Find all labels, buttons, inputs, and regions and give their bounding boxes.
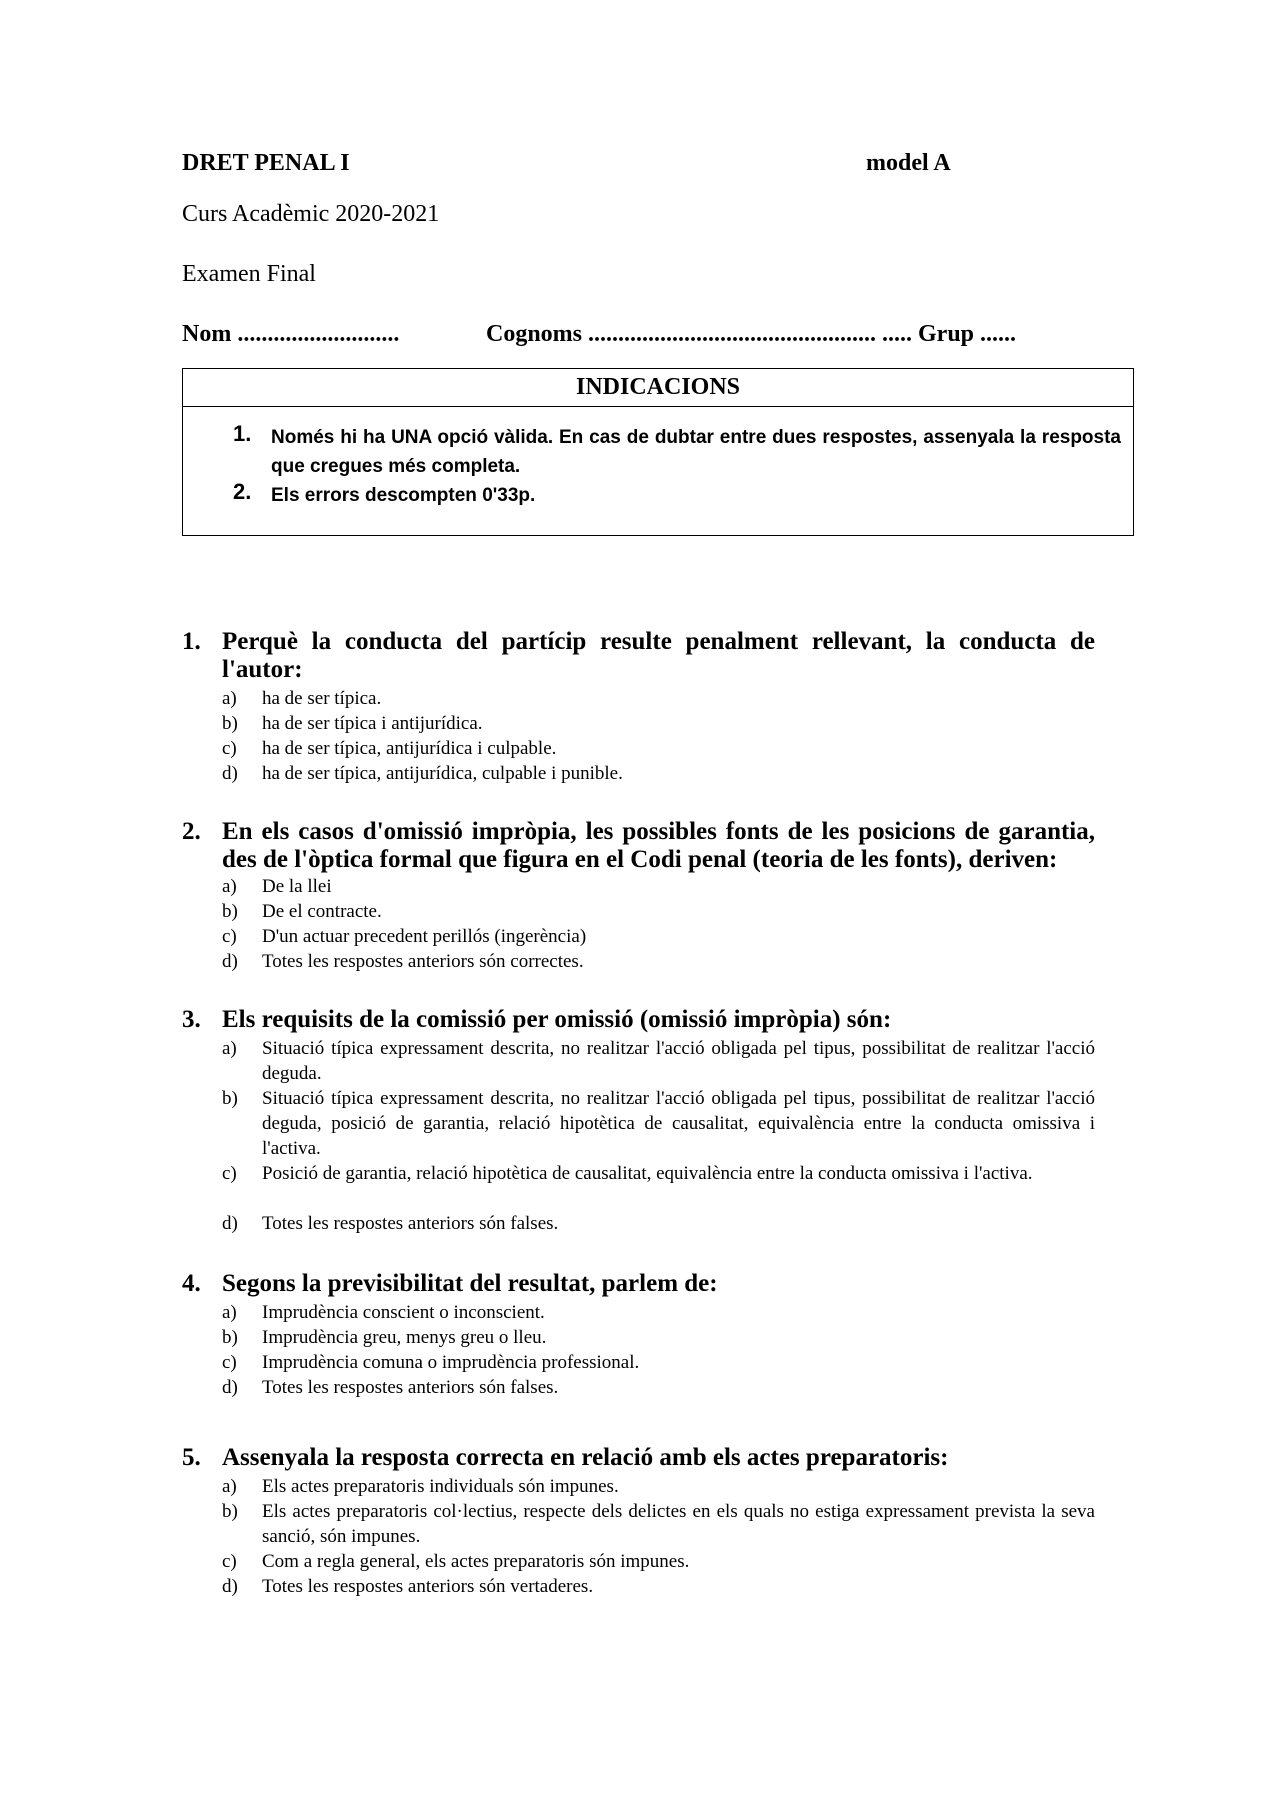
question-text: Perquè la conducta del partícip resulte penalment rellevant, la conducta de l'autor: — [222, 628, 1095, 683]
option-letter: c) — [222, 1163, 237, 1184]
option-text: Posició de garantia, relació hipotètica de causalitat, equivalència entre la conducta omissiva i l'activa. — [262, 1163, 1033, 1184]
question-text: En els casos d'omissió impròpia, les possibles fonts de les posicions de garantia, des de l'òptica formal que figura en el Codi penal (teoria de les fonts), deriven: — [222, 818, 1095, 873]
option-text: Els actes preparatoris col·lectius, respecte dels delictes en els quals no estiga expressament prevista la seva sanció, són impunes. — [262, 1501, 1095, 1547]
option-text: ha de ser típica, antijurídica i culpable. — [262, 738, 557, 759]
option-text: ha de ser típica, antijurídica, culpable i punible. — [262, 763, 623, 784]
option-text: D'un actuar precedent perillós (ingerència) — [262, 926, 587, 947]
option-letter: b) — [222, 901, 238, 922]
name-field: Nom ........................... — [182, 321, 400, 347]
option-text: Totes les respostes anteriors són correctes. — [262, 951, 584, 972]
option-letter: c) — [222, 1551, 237, 1572]
option-letter: d) — [222, 951, 238, 972]
academic-course: Curs Acadèmic 2020-2021 — [182, 201, 440, 227]
option-text: De el contracte. — [262, 901, 382, 922]
option-letter: c) — [222, 926, 237, 947]
instruction-text: Només hi ha UNA opció vàlida. En cas de dubtar entre dues respostes, assenyala la resposta que cregues més completa. — [271, 427, 1121, 477]
option-text: ha de ser típica i antijurídica. — [262, 713, 483, 734]
option-text: Els actes preparatoris individuals són impunes. — [262, 1476, 619, 1497]
question-number: 1. — [182, 628, 201, 655]
option-text: Imprudència conscient o inconscient. — [262, 1302, 545, 1323]
option-letter: d) — [222, 763, 238, 784]
option-letter: d) — [222, 1213, 238, 1234]
option-letter: a) — [222, 1038, 237, 1059]
option-letter: c) — [222, 738, 237, 759]
question-text: Els requisits de la comissió per omissió (omissió impròpia) són: — [222, 1006, 892, 1033]
instruction-number: 2. — [233, 479, 252, 504]
option-text: Com a regla general, els actes preparatoris són impunes. — [262, 1551, 690, 1572]
option-text: Imprudència greu, menys greu o lleu. — [262, 1327, 547, 1348]
option-text: Totes les respostes anteriors són vertaderes. — [262, 1576, 594, 1597]
instruction-number: 1. — [233, 421, 252, 446]
option-letter: a) — [222, 876, 237, 897]
option-text: ha de ser típica. — [262, 688, 382, 709]
question-text: Assenyala la resposta correcta en relació amb els actes preparatoris: — [222, 1444, 949, 1471]
option-letter: c) — [222, 1352, 237, 1373]
option-text: Imprudència comuna o imprudència professional. — [262, 1352, 640, 1373]
option-text: De la llei — [262, 876, 332, 897]
instructions-title: INDICACIONS — [183, 369, 1133, 407]
instructions-box — [182, 368, 1134, 536]
option-letter: b) — [222, 1088, 238, 1109]
question-number: 4. — [182, 1270, 201, 1297]
subject-title: DRET PENAL I — [182, 150, 350, 176]
option-letter: b) — [222, 1501, 238, 1522]
exam-model: model A — [866, 150, 951, 176]
option-text: Situació típica expressament descrita, no realitzar l'acció obligada pel tipus, possibilitat de realitzar l'acció deguda. — [262, 1038, 1095, 1084]
option-text: Totes les respostes anteriors són falses. — [262, 1377, 559, 1398]
instruction-text: Els errors descompten 0'33p. — [271, 485, 536, 506]
option-letter: d) — [222, 1377, 238, 1398]
question-number: 5. — [182, 1444, 201, 1471]
question-number: 2. — [182, 818, 201, 845]
option-text: Totes les respostes anteriors són falses. — [262, 1213, 559, 1234]
option-letter: a) — [222, 1302, 237, 1323]
option-letter: b) — [222, 713, 238, 734]
exam-type: Examen Final — [182, 261, 316, 287]
question-text: Segons la previsibilitat del resultat, parlem de: — [222, 1270, 718, 1297]
option-letter: d) — [222, 1576, 238, 1597]
option-letter: b) — [222, 1327, 238, 1348]
option-letter: a) — [222, 688, 237, 709]
surname-group-field: Cognoms ................................................ ..... Grup ...... — [486, 321, 1017, 347]
option-text: Situació típica expressament descrita, no realitzar l'acció obligada pel tipus, possibilitat de realitzar l'acció deguda, posició de garantia, relació hipotètica de causalitat, equivalència entre la conducta omissiva i l'activa. — [262, 1088, 1095, 1159]
question-number: 3. — [182, 1006, 201, 1033]
option-letter: a) — [222, 1476, 237, 1497]
